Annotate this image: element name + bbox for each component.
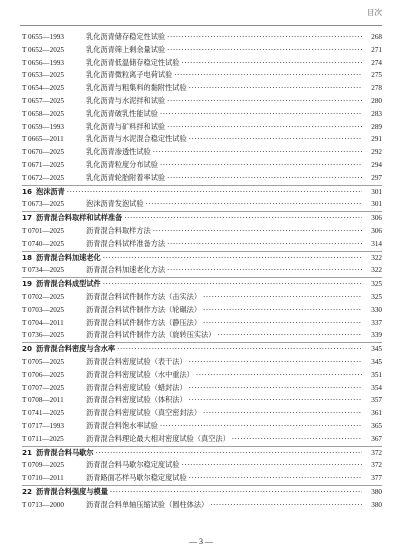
entry-title: 沥青混合料试件制作方法（击实法） xyxy=(86,291,202,301)
toc-section-heading[interactable] xyxy=(22,212,382,225)
page-ref: 297 xyxy=(371,173,382,182)
section-number: 17 xyxy=(22,213,33,223)
entry-title: 乳化沥青与矿料拌和试验 xyxy=(86,121,166,131)
test-code: T 0670—2025 xyxy=(22,148,64,157)
section-number: 20 xyxy=(22,344,33,354)
entry-title: 沥青混合料试件制作方法（轮碾法） xyxy=(86,304,202,314)
running-header-label: 目次 xyxy=(367,8,382,17)
page-ref: 361 xyxy=(371,409,382,418)
entry-title: 沥青混合料密度试验（水中重法） xyxy=(86,369,194,379)
dot-leader xyxy=(203,291,362,304)
section-number: 19 xyxy=(22,279,33,289)
page-ref: 292 xyxy=(371,148,382,157)
entry-title: 泡沫沥青发泡试验 xyxy=(86,199,144,209)
toc-entry[interactable] xyxy=(22,172,382,185)
test-code: T 0655—1993 xyxy=(22,33,64,41)
dot-leader xyxy=(160,159,362,172)
page-ref: 301 xyxy=(371,200,382,209)
header-rule xyxy=(20,25,382,26)
test-code: T 0702—2025 xyxy=(22,292,64,301)
toc-entry[interactable] xyxy=(22,499,382,512)
test-code: T 0656—1993 xyxy=(22,58,64,67)
test-code: T 0709—2025 xyxy=(22,461,64,470)
section-number: 22 xyxy=(22,486,33,496)
test-code: T 0659—1993 xyxy=(22,122,64,131)
toc-entry[interactable] xyxy=(22,44,382,57)
toc-entry[interactable] xyxy=(22,420,382,433)
dot-leader xyxy=(210,499,362,512)
page-ref: 325 xyxy=(371,292,382,301)
test-code: T 0701—2025 xyxy=(22,226,64,235)
dot-leader xyxy=(189,133,362,146)
toc-entry[interactable] xyxy=(22,95,382,108)
page-ref: 275 xyxy=(371,71,382,80)
entry-title: 沥青混合料马歇尔稳定度试验 xyxy=(86,460,180,470)
dot-leader xyxy=(217,329,362,342)
dot-leader xyxy=(167,264,362,277)
toc-entry[interactable] xyxy=(22,225,382,238)
dot-leader xyxy=(174,69,362,82)
page-ref: 306 xyxy=(371,214,382,223)
page-ref: 294 xyxy=(371,160,382,169)
dot-leader xyxy=(110,486,362,499)
entry-title: 沥青混合料密度试验（表干法） xyxy=(86,356,187,366)
page-ref: 278 xyxy=(371,84,382,93)
toc-entry[interactable] xyxy=(22,159,382,172)
dot-leader xyxy=(167,172,362,185)
dot-leader xyxy=(189,394,362,407)
test-code: T 0710—2011 xyxy=(22,474,64,483)
test-code: T 0654—2025 xyxy=(22,84,64,93)
page-ref: 301 xyxy=(371,187,382,196)
toc-entry[interactable] xyxy=(22,57,382,70)
test-code: T 0705—2025 xyxy=(22,357,64,366)
entry-title: 乳化沥青微粒离子电荷试验 xyxy=(86,70,173,80)
entry-title: 乳化沥青渗透性试验 xyxy=(86,147,151,157)
toc-entry[interactable] xyxy=(22,317,382,330)
entry-title: 乳化沥青与粗集料的黏附性试验 xyxy=(86,83,187,93)
entry-title: 沥青混合料试件制作方法（静压法） xyxy=(86,317,202,327)
toc-section-heading[interactable] xyxy=(22,252,382,265)
page-ref: 372 xyxy=(371,461,382,470)
page-ref: 291 xyxy=(371,135,382,144)
page-ref: 351 xyxy=(371,370,382,379)
entry-title: 沥青混合料试件制作方法（旋转压实法） xyxy=(86,330,216,340)
dot-leader xyxy=(189,382,362,395)
page-ref: 365 xyxy=(371,421,382,430)
entry-title: 乳化沥青轮胎附着率试验 xyxy=(86,172,166,182)
toc-entry[interactable] xyxy=(22,264,382,277)
page-number: — 3 — xyxy=(189,537,213,546)
dot-leader xyxy=(167,44,362,57)
toc-entry[interactable] xyxy=(22,407,382,420)
dot-leader xyxy=(160,420,362,433)
section-number: 16 xyxy=(22,186,33,196)
test-code: T 0713—2000 xyxy=(22,500,64,509)
toc-entry[interactable] xyxy=(22,108,382,121)
entry-title: 沥青混合料密度试验（体积法） xyxy=(86,395,187,405)
page-ref: 380 xyxy=(371,500,382,509)
entry-title: 沥青混合料理论最大相对密度试验（真空法） xyxy=(86,433,230,443)
page-ref: 345 xyxy=(371,345,382,354)
test-code: T 0665—2011 xyxy=(22,135,64,144)
toc-section-heading[interactable] xyxy=(22,486,382,499)
toc-section-heading[interactable] xyxy=(22,447,382,460)
page-ref: 306 xyxy=(371,226,382,235)
dot-leader xyxy=(96,447,362,460)
entry-title: 乳化沥青与水泥混合稳定性试验 xyxy=(86,134,187,144)
toc-entry[interactable] xyxy=(22,329,382,342)
test-code: T 0707—2025 xyxy=(22,383,64,392)
toc-entry[interactable] xyxy=(22,291,382,304)
entry-title: 沥青混合料试样准备方法 xyxy=(86,238,166,248)
table-of-contents xyxy=(22,31,382,511)
page-ref: 322 xyxy=(371,253,382,262)
dot-leader xyxy=(181,57,362,70)
dot-leader xyxy=(117,343,362,356)
test-code: T 0704—2011 xyxy=(22,318,64,327)
page-ref: 325 xyxy=(371,280,382,289)
toc-entry[interactable] xyxy=(22,146,382,159)
section-title: 沥青混合料密度与含水率 xyxy=(36,344,116,354)
entry-title: 沥青路面芯样马歇尔稳定度试验 xyxy=(86,473,187,483)
test-code: T 0653—2025 xyxy=(22,71,64,80)
dot-leader xyxy=(203,407,362,420)
toc-section-heading[interactable] xyxy=(22,186,382,199)
dot-leader xyxy=(124,212,362,225)
test-code: T 0657—2025 xyxy=(22,96,64,105)
section-title: 沥青混合料强度与模量 xyxy=(36,486,108,496)
page-ref: 337 xyxy=(371,318,382,327)
page-ref: 283 xyxy=(371,109,382,118)
entry-title: 乳化沥青与水泥拌和试验 xyxy=(86,95,166,105)
section-title: 沥青混合料取样和试样准备 xyxy=(36,213,123,223)
test-code: T 0706—2025 xyxy=(22,370,64,379)
test-code: T 0673—2025 xyxy=(22,200,64,209)
toc-entry[interactable] xyxy=(22,82,382,95)
test-code: T 0652—2025 xyxy=(22,45,64,54)
dot-leader xyxy=(167,95,362,108)
toc-entry[interactable] xyxy=(22,198,382,211)
entry-title: 乳化沥青低温储存稳定性试验 xyxy=(86,57,180,67)
entry-title: 沥青混合料加速老化方法 xyxy=(86,265,166,275)
test-code: T 0671—2025 xyxy=(22,160,64,169)
entry-title: 乳化沥青粒度分布试验 xyxy=(86,159,158,169)
dot-leader xyxy=(203,317,362,330)
test-code: T 0736—2025 xyxy=(22,331,64,340)
page-header xyxy=(0,0,402,26)
toc-entry[interactable] xyxy=(22,133,382,146)
page-ref: 354 xyxy=(371,383,382,392)
section-title: 沥青混合料马歇尔 xyxy=(36,447,94,457)
toc-entry[interactable] xyxy=(22,433,382,446)
page-ref: 268 xyxy=(371,33,382,41)
page-ref: 367 xyxy=(371,434,382,443)
page-ref: 330 xyxy=(371,305,382,314)
page-ref: 357 xyxy=(371,396,382,405)
dot-leader xyxy=(189,472,362,485)
entry-title: 沥青混合料饱水率试验 xyxy=(86,420,158,430)
entry-title: 乳化沥青破乳性能试验 xyxy=(86,108,158,118)
test-code: T 0708—2011 xyxy=(22,396,64,405)
section-number: 21 xyxy=(22,447,33,457)
page-ref: 289 xyxy=(371,122,382,131)
entry-title: 沥青混合料单轴压缩试验（圆柱体法） xyxy=(86,499,209,509)
toc-entry[interactable] xyxy=(22,472,382,485)
section-title: 沥青混合料加速老化 xyxy=(36,252,101,262)
entry-title: 乳化沥青储存稳定性试验 xyxy=(86,32,166,41)
toc-entry[interactable] xyxy=(22,394,382,407)
page-ref: 372 xyxy=(371,448,382,457)
test-code: T 0740—2025 xyxy=(22,239,64,248)
page-ref: 274 xyxy=(371,58,382,67)
toc-entry[interactable] xyxy=(22,382,382,395)
dot-leader xyxy=(103,278,362,291)
dot-leader xyxy=(153,225,362,238)
page-ref: 380 xyxy=(371,487,382,496)
page-ref: 271 xyxy=(371,45,382,54)
dot-leader xyxy=(153,146,362,159)
dot-leader xyxy=(232,433,362,446)
toc-entry[interactable] xyxy=(22,121,382,134)
page-ref: 377 xyxy=(371,474,382,483)
test-code: T 0717—1993 xyxy=(22,421,64,430)
section-title: 泡沫沥青 xyxy=(36,186,65,196)
entry-title: 沥青混合料密度试验（真空密封法） xyxy=(86,408,202,418)
entry-title: 乳化沥青筛上剩余量试验 xyxy=(86,44,166,54)
test-code: T 0734—2025 xyxy=(22,266,64,275)
dot-leader xyxy=(160,108,362,121)
test-code: T 0672—2025 xyxy=(22,173,64,182)
page-ref: 314 xyxy=(371,239,382,248)
dot-leader xyxy=(203,304,362,317)
dot-leader xyxy=(103,252,362,265)
toc-entry[interactable] xyxy=(22,356,382,369)
dot-leader xyxy=(189,356,362,369)
entry-title: 沥青混合料取样方法 xyxy=(86,225,151,235)
page-ref: 322 xyxy=(371,266,382,275)
dot-leader xyxy=(167,238,362,251)
page-ref: 339 xyxy=(371,331,382,340)
toc-entry[interactable] xyxy=(22,304,382,317)
section-title: 沥青混合料成型试件 xyxy=(36,279,101,289)
dot-leader xyxy=(167,31,362,44)
toc-entry[interactable] xyxy=(22,369,382,382)
toc-entry[interactable] xyxy=(22,238,382,251)
toc-entry[interactable] xyxy=(22,69,382,82)
test-code: T 0711—2025 xyxy=(22,434,64,443)
dot-leader xyxy=(146,198,362,211)
page-ref: 345 xyxy=(371,357,382,366)
test-code: T 0658—2025 xyxy=(22,109,64,118)
test-code: T 0703—2025 xyxy=(22,305,64,314)
test-code: T 0741—2025 xyxy=(22,409,64,418)
toc-section-heading[interactable] xyxy=(22,278,382,291)
toc-section-heading[interactable] xyxy=(22,343,382,356)
page-ref: 280 xyxy=(371,96,382,105)
dot-leader xyxy=(167,121,362,134)
toc-entry[interactable] xyxy=(22,31,382,44)
dot-leader xyxy=(181,459,362,472)
dot-leader xyxy=(189,82,362,95)
dot-leader xyxy=(196,369,362,382)
toc-entry[interactable] xyxy=(22,459,382,472)
section-number: 18 xyxy=(22,252,33,262)
entry-title: 沥青混合料密度试验（蜡封法） xyxy=(86,382,187,392)
dot-leader xyxy=(67,186,362,199)
